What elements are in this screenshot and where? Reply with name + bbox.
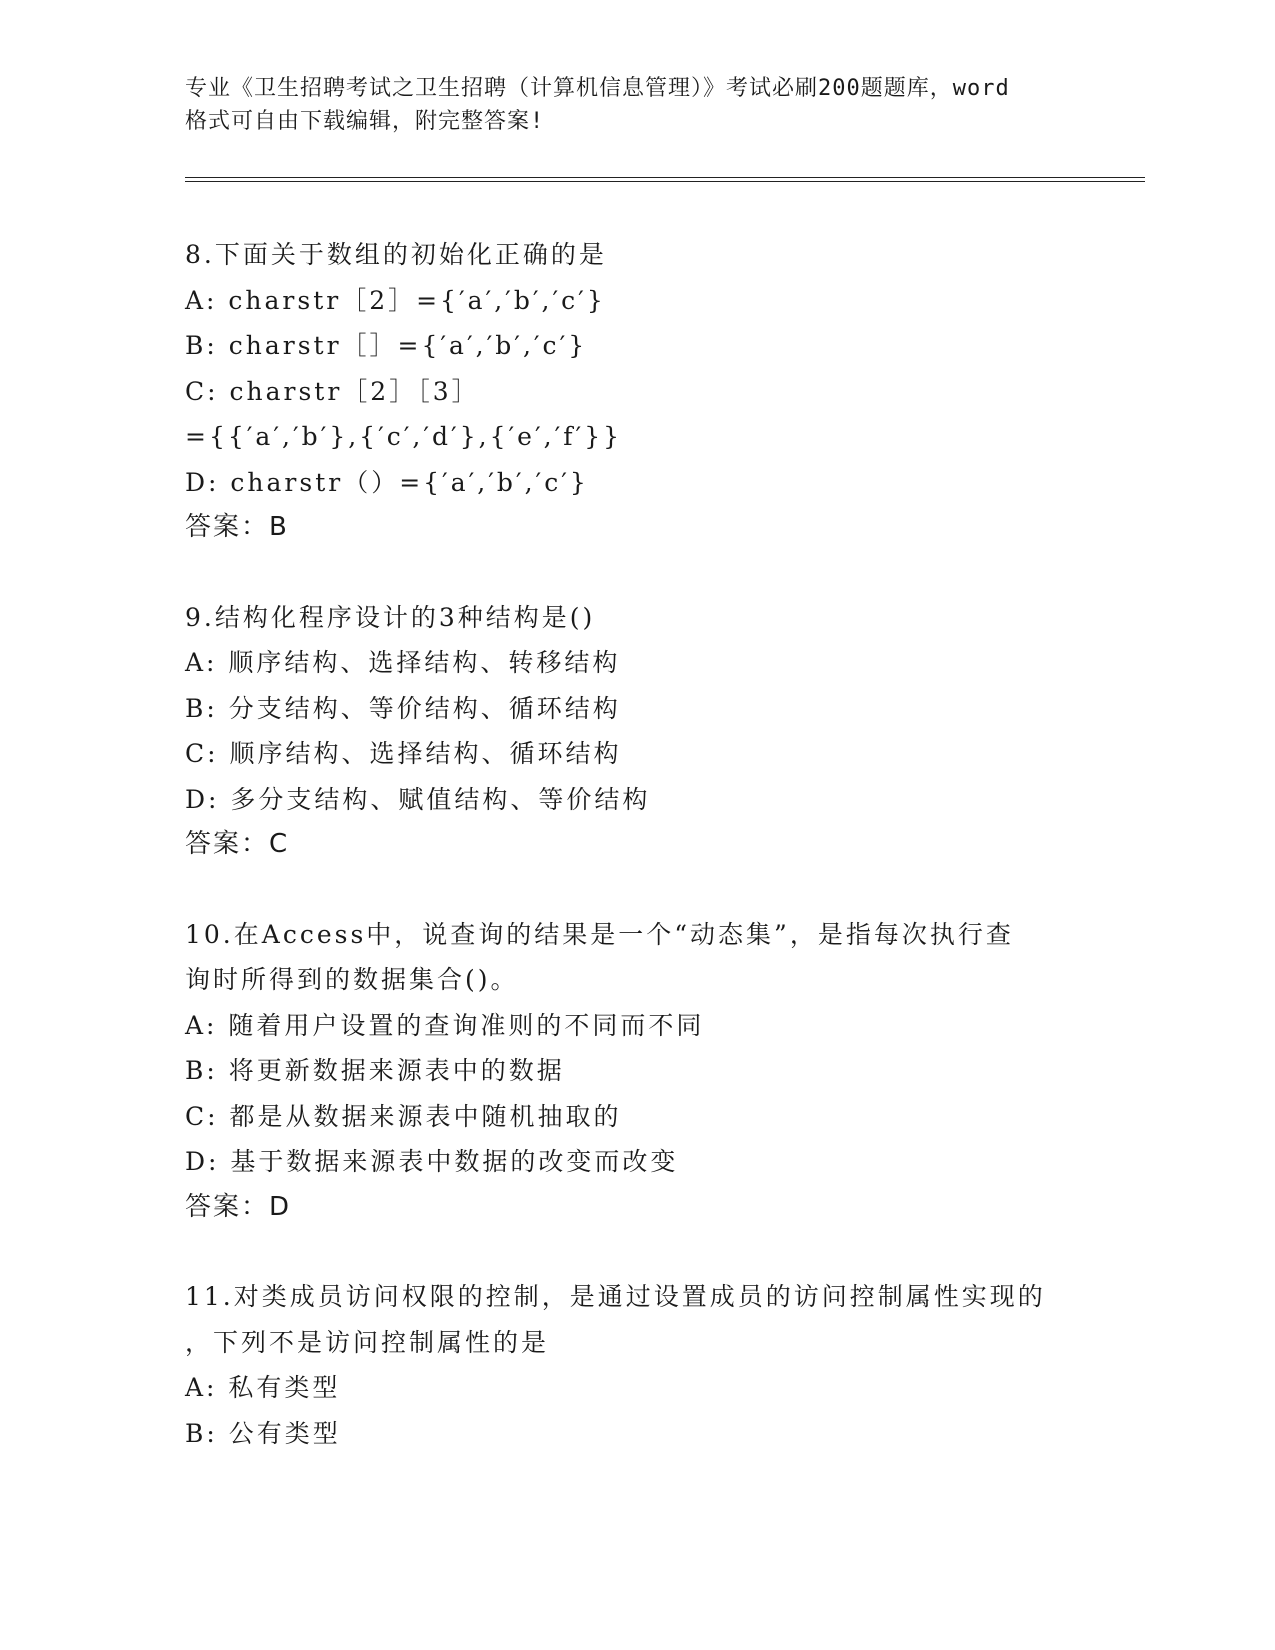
answer: 答案：B — [185, 512, 289, 542]
header-title-line-1: 专业《卫生招聘考试之卫生招聘（计算机信息管理）》考试必刷200题题库，word — [185, 76, 1010, 101]
question-8 — [185, 232, 1185, 551]
option-b: B: 分支结构、等价结构、循环结构 — [185, 693, 621, 723]
option-a: A: 私有类型 — [185, 1373, 341, 1402]
option-a: A: 顺序结构、选择结构、转移结构 — [185, 648, 621, 677]
document-header — [185, 72, 1105, 138]
option-c: C: 都是从数据来源表中随机抽取的 — [185, 1101, 622, 1131]
question-9 — [185, 595, 1185, 868]
question-stem: 8.下面关于数组的初始化正确的是 — [185, 240, 607, 269]
header-title-line-2: 格式可自由下载编辑，附完整答案! — [185, 109, 545, 134]
option-b: B: charstr［］={′a′,′b′,′c′} — [185, 331, 588, 360]
option-a: A: charstr［2］={′a′,′b′,′c′} — [185, 285, 606, 315]
option-d: D: 多分支结构、赋值结构、等价结构 — [185, 784, 651, 814]
option-d: D: charstr（）={′a′,′b′,′c′} — [185, 467, 589, 497]
option-b: B: 将更新数据来源表中的数据 — [185, 1056, 565, 1085]
option-c: C: 顺序结构、选择结构、循环结构 — [185, 739, 622, 768]
question-stem-continued: ，下列不是访问控制属性的是 — [185, 1327, 550, 1357]
option-d: D: 基于数据来源表中数据的改变而改变 — [185, 1147, 679, 1176]
option-c-continued: ={{′a′,′b′},{′c′,′d′},{′e′,′f′}} — [185, 422, 623, 451]
question-stem: 9.结构化程序设计的3种结构是() — [185, 602, 596, 632]
question-stem: 10.在Access中，说查询的结果是一个“动态集”，是指每次执行查 — [185, 919, 1014, 949]
option-c: C: charstr［2］［3］ — [185, 376, 480, 406]
question-11 — [185, 1274, 1185, 1456]
option-a: A: 随着用户设置的查询准则的不同而不同 — [185, 1010, 705, 1040]
question-list — [185, 232, 1185, 1500]
question-stem: 11.对类成员访问权限的控制，是通过设置成员的访问控制属性实现的 — [185, 1282, 1046, 1311]
header-divider-thin — [185, 177, 1145, 178]
answer: 答案：C — [185, 829, 290, 859]
question-10 — [185, 912, 1185, 1231]
question-stem-continued: 询时所得到的数据集合()。 — [185, 965, 519, 994]
option-b: B: 公有类型 — [185, 1418, 341, 1448]
answer: 答案：D — [185, 1191, 292, 1222]
header-divider-thick — [185, 181, 1145, 182]
